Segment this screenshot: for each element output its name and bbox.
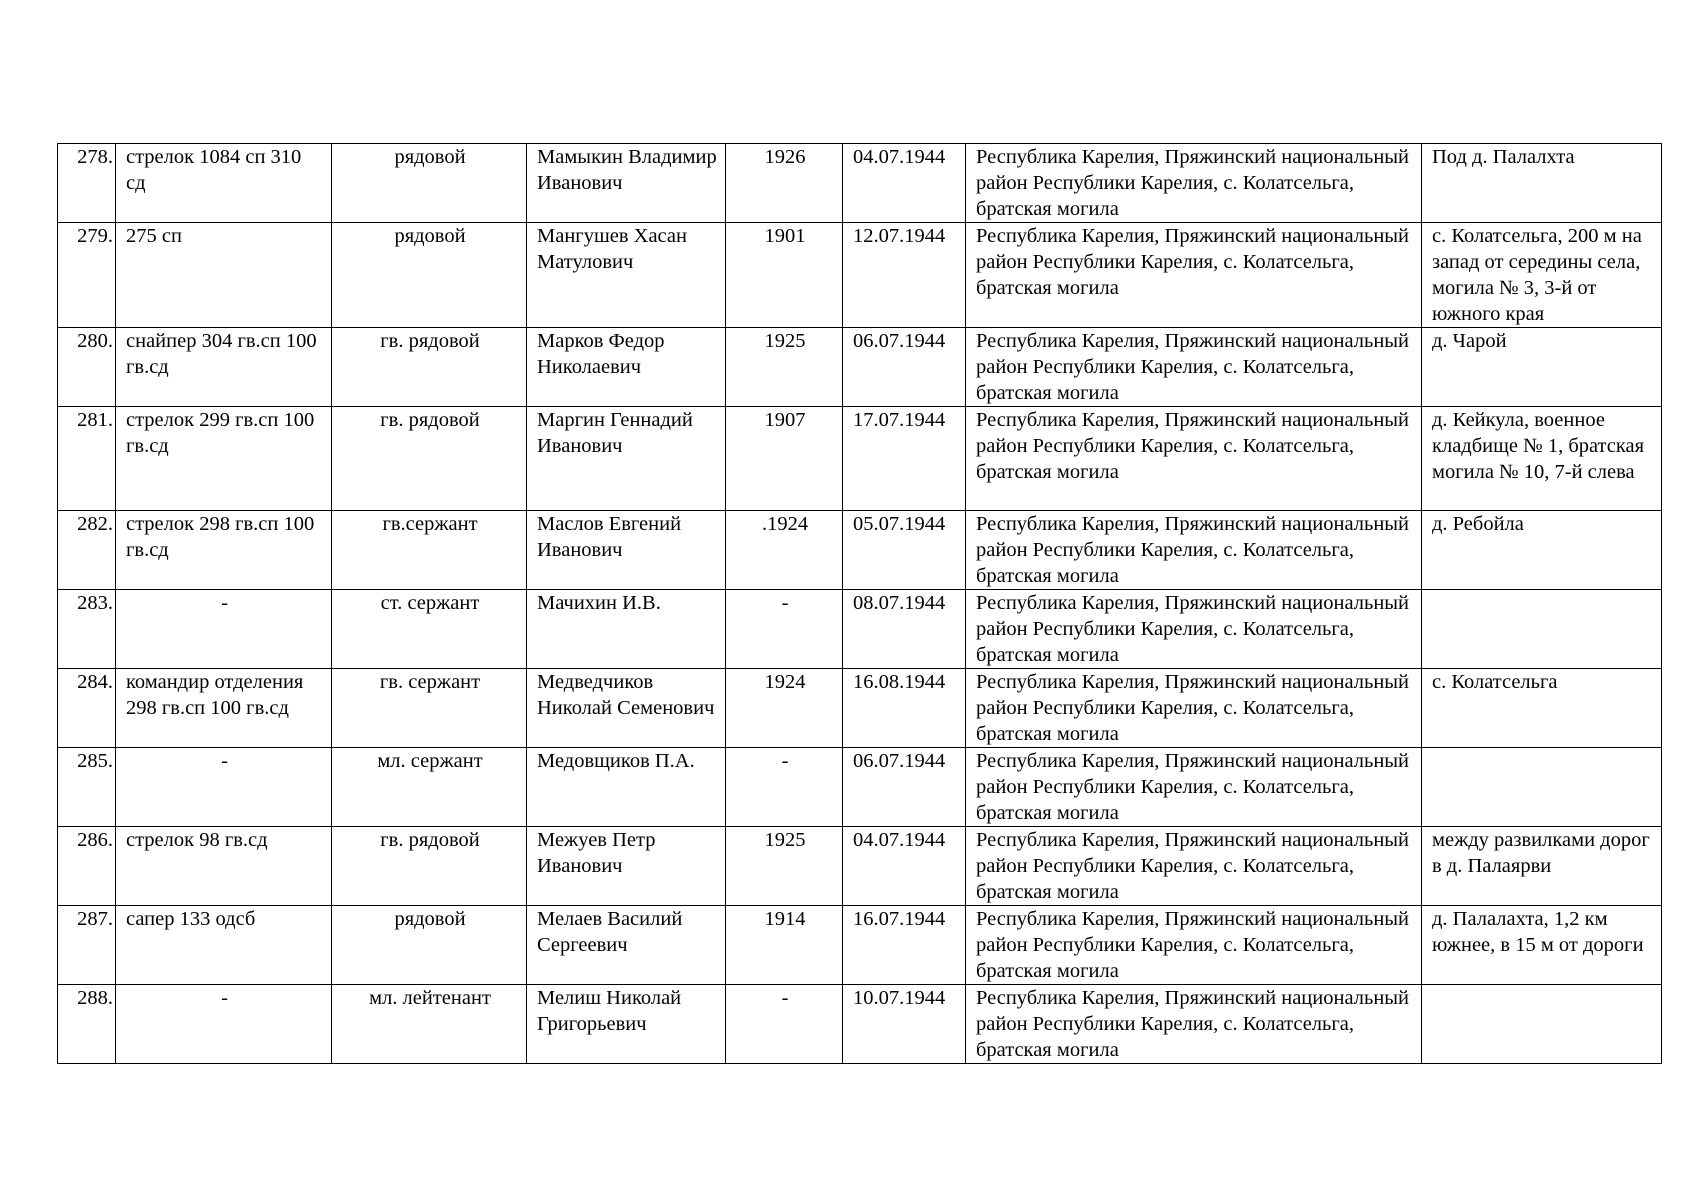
table-row (58, 906, 1662, 985)
table-row (58, 223, 1662, 328)
row-number-cell: 278. (58, 144, 116, 223)
unit-cell: стрелок 298 гв.сп 100 гв.сд (116, 511, 332, 590)
burial-place-cell: Республика Карелия, Пряжинский национальный район Республики Карелия, с. Колатсельга, братская могила (966, 511, 1422, 590)
primary-burial-cell: Под д. Палалхта (1422, 144, 1662, 223)
rank-cell: ст. сержант (332, 590, 527, 669)
name-cell: Маслов Евгений Иванович (527, 511, 726, 590)
death-date-cell: 16.07.1944 (843, 906, 966, 985)
name-cell: Мачихин И.В. (527, 590, 726, 669)
table-row (58, 511, 1662, 590)
rank-cell: гв. рядовой (332, 407, 527, 511)
birth-year-cell: 1901 (726, 223, 843, 328)
name-cell: Мамыкин Владимир Иванович (527, 144, 726, 223)
row-number-cell: 284. (58, 669, 116, 748)
row-number-cell: 281. (58, 407, 116, 511)
birth-year-cell: - (726, 985, 843, 1064)
rank-cell: гв. рядовой (332, 827, 527, 906)
row-number-cell: 283. (58, 590, 116, 669)
table-row (58, 328, 1662, 407)
name-cell: Мелиш Николай Григорьевич (527, 985, 726, 1064)
burial-registry-table (57, 143, 1662, 1064)
row-number-cell: 282. (58, 511, 116, 590)
table-row (58, 590, 1662, 669)
unit-cell: 275 сп (116, 223, 332, 328)
table-row (58, 748, 1662, 827)
rank-cell: рядовой (332, 223, 527, 328)
burial-place-cell: Республика Карелия, Пряжинский национальный район Республики Карелия, с. Колатсельга, братская могила (966, 985, 1422, 1064)
table-row (58, 669, 1662, 748)
row-number-cell: 285. (58, 748, 116, 827)
rank-cell: рядовой (332, 906, 527, 985)
birth-year-cell: 1924 (726, 669, 843, 748)
primary-burial-cell: д. Ребойла (1422, 511, 1662, 590)
burial-place-cell: Республика Карелия, Пряжинский национальный район Республики Карелия, с. Колатсельга, братская могила (966, 669, 1422, 748)
row-number-cell: 280. (58, 328, 116, 407)
table-row (58, 985, 1662, 1064)
unit-cell: - (116, 985, 332, 1064)
burial-place-cell: Республика Карелия, Пряжинский национальный район Республики Карелия, с. Колатсельга, братская могила (966, 590, 1422, 669)
death-date-cell: 17.07.1944 (843, 407, 966, 511)
birth-year-cell: - (726, 748, 843, 827)
name-cell: Мангушев Хасан Матулович (527, 223, 726, 328)
burial-place-cell: Республика Карелия, Пряжинский национальный район Республики Карелия, с. Колатсельга, братская могила (966, 407, 1422, 511)
document-page (57, 143, 1661, 1064)
burial-place-cell: Республика Карелия, Пряжинский национальный район Республики Карелия, с. Колатсельга, братская могила (966, 328, 1422, 407)
registry-body (58, 144, 1662, 1064)
unit-cell: стрелок 98 гв.сд (116, 827, 332, 906)
burial-place-cell: Республика Карелия, Пряжинский национальный район Республики Карелия, с. Колатсельга, братская могила (966, 827, 1422, 906)
primary-burial-cell: д. Чарой (1422, 328, 1662, 407)
table-row (58, 407, 1662, 511)
birth-year-cell: 1907 (726, 407, 843, 511)
burial-place-cell: Республика Карелия, Пряжинский национальный район Республики Карелия, с. Колатсельга, братская могила (966, 144, 1422, 223)
primary-burial-cell: между развилками дорог в д. Палаярви (1422, 827, 1662, 906)
row-number-cell: 288. (58, 985, 116, 1064)
unit-cell: - (116, 590, 332, 669)
unit-cell: снайпер 304 гв.сп 100 гв.сд (116, 328, 332, 407)
death-date-cell: 10.07.1944 (843, 985, 966, 1064)
primary-burial-cell: д. Кейкула, военное кладбище № 1, братская могила № 10, 7-й слева (1422, 407, 1662, 511)
death-date-cell: 06.07.1944 (843, 748, 966, 827)
birth-year-cell: 1925 (726, 328, 843, 407)
table-row (58, 827, 1662, 906)
birth-year-cell: 1925 (726, 827, 843, 906)
primary-burial-cell: с. Колатсельга (1422, 669, 1662, 748)
birth-year-cell: 1914 (726, 906, 843, 985)
unit-cell: стрелок 299 гв.сп 100 гв.сд (116, 407, 332, 511)
rank-cell: гв.сержант (332, 511, 527, 590)
row-number-cell: 286. (58, 827, 116, 906)
death-date-cell: 04.07.1944 (843, 144, 966, 223)
unit-cell: командир отделения 298 гв.сп 100 гв.сд (116, 669, 332, 748)
death-date-cell: 06.07.1944 (843, 328, 966, 407)
primary-burial-cell (1422, 590, 1662, 669)
primary-burial-cell: с. Колатсельга, 200 м на запад от середины села, могила № 3, 3-й от южного края (1422, 223, 1662, 328)
burial-place-cell: Республика Карелия, Пряжинский национальный район Республики Карелия, с. Колатсельга, братская могила (966, 748, 1422, 827)
name-cell: Мелаев Василий Сергеевич (527, 906, 726, 985)
birth-year-cell: - (726, 590, 843, 669)
unit-cell: сапер 133 одсб (116, 906, 332, 985)
burial-place-cell: Республика Карелия, Пряжинский национальный район Республики Карелия, с. Колатсельга, братская могила (966, 223, 1422, 328)
rank-cell: гв. сержант (332, 669, 527, 748)
burial-place-cell: Республика Карелия, Пряжинский национальный район Республики Карелия, с. Колатсельга, братская могила (966, 906, 1422, 985)
name-cell: Марков Федор Николаевич (527, 328, 726, 407)
unit-cell: - (116, 748, 332, 827)
death-date-cell: 04.07.1944 (843, 827, 966, 906)
row-number-cell: 287. (58, 906, 116, 985)
primary-burial-cell (1422, 748, 1662, 827)
row-number-cell: 279. (58, 223, 116, 328)
table-row (58, 144, 1662, 223)
death-date-cell: 16.08.1944 (843, 669, 966, 748)
rank-cell: мл. сержант (332, 748, 527, 827)
name-cell: Маргин Геннадий Иванович (527, 407, 726, 511)
primary-burial-cell: д. Палалахта, 1,2 км южнее, в 15 м от дороги (1422, 906, 1662, 985)
rank-cell: рядовой (332, 144, 527, 223)
name-cell: Медовщиков П.А. (527, 748, 726, 827)
birth-year-cell: .1924 (726, 511, 843, 590)
death-date-cell: 05.07.1944 (843, 511, 966, 590)
rank-cell: гв. рядовой (332, 328, 527, 407)
rank-cell: мл. лейтенант (332, 985, 527, 1064)
primary-burial-cell (1422, 985, 1662, 1064)
birth-year-cell: 1926 (726, 144, 843, 223)
death-date-cell: 08.07.1944 (843, 590, 966, 669)
name-cell: Медведчиков Николай Семенович (527, 669, 726, 748)
death-date-cell: 12.07.1944 (843, 223, 966, 328)
unit-cell: стрелок 1084 сп 310 сд (116, 144, 332, 223)
name-cell: Межуев Петр Иванович (527, 827, 726, 906)
